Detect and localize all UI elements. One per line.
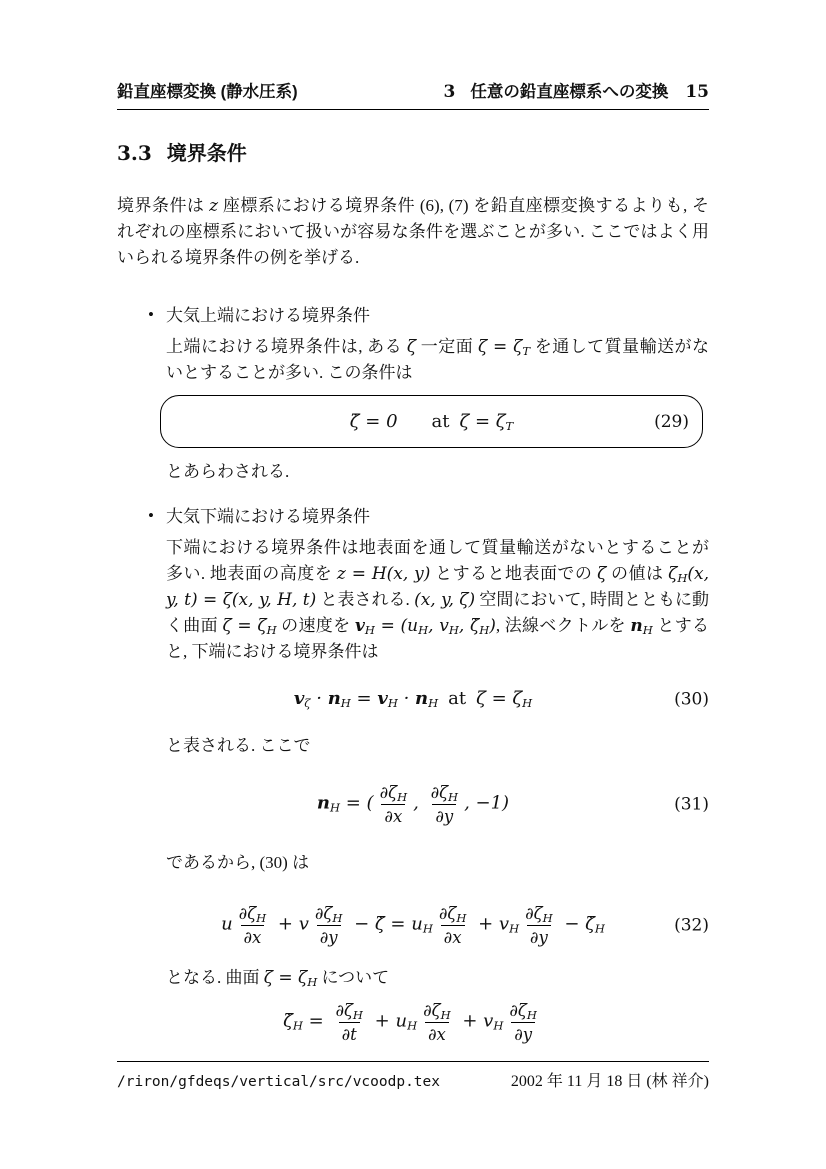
- fraction-numerator: [377, 781, 411, 804]
- math-sub: H: [522, 696, 533, 710]
- paragraph-after-eq30: と表される. ここで: [166, 736, 311, 755]
- math-sub: H: [352, 1008, 363, 1022]
- section-number: 3.3: [117, 141, 152, 165]
- math-run: ζ̇: [283, 1010, 293, 1032]
- math-run: , ζ̇: [458, 616, 480, 636]
- fraction-numerator: [428, 781, 462, 804]
- math-run: ∂x: [243, 928, 262, 947]
- math-run: ∂x: [427, 1025, 446, 1044]
- math-sub: H: [407, 1018, 418, 1033]
- math-run: ζ = ζ: [476, 688, 523, 709]
- fraction-denominator: [441, 925, 465, 949]
- math-run: ∂ζ: [238, 904, 257, 923]
- math-run: ∂ζ: [335, 1001, 353, 1020]
- math-run: ,: [413, 792, 425, 814]
- fraction-denominator: [339, 1022, 360, 1046]
- equation-number: (29): [654, 411, 689, 432]
- math-run: ζ = ζ: [222, 616, 267, 636]
- math-run: ∂x: [443, 928, 462, 947]
- fraction-numerator: [420, 999, 454, 1022]
- math-sub: H: [307, 975, 318, 989]
- text-run: 一定面: [416, 337, 478, 356]
- paragraph-after-eq29: とあらわされる.: [166, 462, 290, 481]
- math-run: ∂x: [384, 807, 403, 826]
- math-run: ∂y: [319, 928, 338, 947]
- math-sub: H: [594, 921, 605, 936]
- text-run: , 法線ベクトルを: [495, 616, 631, 635]
- list-item-title: 大気下端における境界条件: [166, 507, 370, 526]
- fraction-denominator: [381, 804, 405, 828]
- math-run: = (u: [374, 616, 419, 636]
- footer-source-path: /riron/gfdeqs/vertical/src/vcoodp.tex: [117, 1074, 441, 1090]
- fraction-numerator: [312, 902, 346, 925]
- math-sub: H: [418, 623, 429, 637]
- equation-number: (32): [674, 914, 709, 935]
- math-sub: ζ: [304, 696, 311, 710]
- math-sub: H: [456, 911, 467, 925]
- math-run: , v: [428, 616, 449, 636]
- math-run: ∂y: [514, 1025, 533, 1044]
- math-run: + v: [472, 913, 510, 935]
- header-section-number: 3: [443, 82, 456, 102]
- header-right: [443, 82, 709, 102]
- fraction-numerator: [506, 999, 540, 1022]
- math-sub: H: [428, 696, 439, 710]
- math-sub: T: [522, 344, 531, 358]
- math-run: ∂ζ: [525, 904, 543, 923]
- math-run: + v: [456, 1010, 494, 1032]
- fraction-denominator: [425, 1022, 449, 1046]
- math-vector: n: [415, 688, 429, 709]
- math-sub: H: [509, 921, 520, 936]
- math-run: ∂ζ: [314, 904, 333, 923]
- fraction-denominator: [527, 925, 551, 949]
- fraction-numerator: [332, 999, 366, 1022]
- section-heading: [117, 141, 709, 166]
- section-title: 境界条件: [166, 143, 247, 165]
- equation-32: [117, 902, 709, 949]
- math-run: ∂y: [529, 928, 548, 947]
- footer-date: 2002 年 11 月 18 日 (林 祥介): [510, 1073, 709, 1090]
- math-sub: H: [332, 911, 343, 925]
- math-sub: H: [440, 1008, 451, 1022]
- math-run: − ζ̇: [558, 913, 595, 935]
- fraction-denominator: [432, 804, 456, 828]
- page-footer: [117, 1061, 709, 1095]
- math-run: =: [350, 688, 378, 709]
- math-run: − ζ̇ = u: [348, 913, 423, 935]
- math-run: ζ: [668, 564, 678, 584]
- math-sub: H: [526, 1008, 537, 1022]
- page-content: [117, 0, 709, 1046]
- fraction-numerator: [236, 902, 270, 925]
- math-run: u: [221, 913, 233, 935]
- math-vector: v: [354, 616, 365, 636]
- text-run: の値は: [606, 564, 669, 583]
- math-sub: H: [266, 623, 277, 637]
- math-run: z = H(x, y): [336, 564, 431, 584]
- fraction: [236, 902, 270, 949]
- paragraph-after-eq31: であるから, (30) は: [166, 853, 310, 872]
- math-run: ζ = ζ: [477, 337, 523, 357]
- math-run: ∂ζ: [438, 904, 457, 923]
- math-sub: H: [677, 571, 688, 585]
- math-run: + v: [272, 913, 309, 935]
- text-run: とすると, 下端における境界条件は: [166, 616, 709, 661]
- equation-30: [117, 687, 709, 713]
- math-vector: n: [316, 792, 330, 814]
- list-item-body: [166, 535, 709, 665]
- text-run: 下端における境界条件は地表面を通して質量輸送がないとすることが多い. 地表面の高度を: [166, 538, 709, 583]
- header-left-title: 鉛直座標変換 (静水圧系): [117, 83, 298, 101]
- math-sub: H: [448, 790, 459, 804]
- math-vector: n: [327, 688, 341, 709]
- math-run: (x, y, ζ): [414, 590, 476, 610]
- text-run: 境界条件は: [117, 196, 210, 215]
- text-run: を通して質量輸送がないとすることが多い. この条件は: [166, 337, 710, 382]
- math-run: ∂ζ: [430, 783, 449, 802]
- header-section-title: 任意の鉛直座標系への変換: [470, 83, 669, 101]
- text-run: 空間において, 時間とともに動く曲面: [166, 590, 710, 635]
- math-run: + u: [368, 1010, 408, 1032]
- math-sub: H: [493, 1018, 504, 1033]
- fraction: [506, 999, 540, 1046]
- math-sub: H: [364, 623, 375, 637]
- math-run: ∂ζ: [509, 1001, 527, 1020]
- fraction: [428, 781, 462, 828]
- math-sub: H: [387, 696, 398, 710]
- math-sub: H: [397, 790, 408, 804]
- equation-number: (31): [674, 793, 709, 814]
- equation-number: (30): [674, 689, 709, 710]
- intro-paragraph: [117, 193, 709, 271]
- math-sub: H: [422, 921, 433, 936]
- math-run: ): [489, 616, 496, 636]
- math-run: z: [209, 196, 219, 216]
- fraction-denominator: [511, 1022, 535, 1046]
- math-run: =: [302, 1010, 330, 1032]
- fraction: [332, 999, 366, 1046]
- math-sub: H: [330, 800, 341, 815]
- math-sub: H: [256, 911, 267, 925]
- text-run: 上端における境界条件は, ある: [166, 337, 407, 356]
- fraction: [312, 902, 346, 949]
- math-run: ζ: [406, 337, 417, 357]
- bullet-icon: •: [148, 506, 154, 525]
- list-item-body: [166, 334, 709, 386]
- math-run: ζ = ζ: [263, 968, 308, 988]
- text-run: 座標系における境界条件 (6), (7) を鉛直座標変換するよりも, それぞれの座標系において扱いが容易な条件を選ぶことが多い. ここではよく用いられる境界条件の例を挙げる.: [117, 196, 709, 267]
- bullet-icon: •: [148, 305, 154, 324]
- math-run: ∂y: [435, 807, 454, 826]
- math-run: ζ = ζ: [459, 411, 506, 432]
- fraction-numerator: [522, 902, 556, 925]
- list-item-bottom-boundary: [117, 504, 709, 665]
- fraction-denominator: [241, 925, 265, 949]
- page-number: 15: [685, 82, 709, 102]
- fraction: [377, 781, 411, 828]
- fraction: [522, 902, 556, 949]
- text-run: について: [317, 968, 390, 987]
- math-run: at: [431, 411, 450, 432]
- math-sub: H: [642, 623, 653, 637]
- math-run: , −1): [464, 792, 510, 814]
- math-sub: H: [340, 696, 351, 710]
- fraction: [436, 902, 470, 949]
- page-header: [117, 82, 709, 110]
- math-run: ·: [397, 688, 416, 709]
- text-run: と表される.: [316, 590, 415, 609]
- math-run: ·: [310, 688, 328, 709]
- list-item-title: 大気上端における境界条件: [166, 306, 370, 325]
- math-vector: v: [377, 688, 388, 709]
- math-run: ∂ζ: [379, 783, 398, 802]
- text-run: とすると地表面での: [430, 564, 598, 583]
- equation-unnumbered: [117, 999, 709, 1046]
- math-sub: H: [292, 1018, 303, 1033]
- text-run: となる. 曲面: [166, 968, 264, 987]
- math-run: ζ̇ = 0: [349, 411, 398, 432]
- equation-29-box: [160, 395, 703, 448]
- math-run: (x, y, t) = ζ(x, y, H, t): [166, 564, 710, 610]
- fraction-numerator: [436, 902, 470, 925]
- text-run: の速度を: [276, 616, 355, 635]
- math-sub: T: [505, 419, 514, 433]
- math-sub: H: [479, 623, 490, 637]
- math-run: = (: [340, 792, 374, 814]
- math-run: at: [448, 688, 467, 709]
- paragraph-after-eq32: [117, 965, 709, 991]
- equation-31: [117, 781, 709, 828]
- fraction-denominator: [317, 925, 341, 949]
- math-vector: n: [630, 616, 643, 636]
- math-vector: v: [293, 688, 305, 709]
- math-run: ∂t: [341, 1025, 357, 1044]
- equation-29: [350, 410, 513, 433]
- fraction: [420, 999, 454, 1046]
- math-run: ζ: [597, 564, 607, 584]
- math-run: ∂ζ: [423, 1001, 441, 1020]
- math-sub: H: [542, 911, 553, 925]
- list-item-top-boundary: [117, 303, 709, 386]
- math-sub: H: [448, 623, 459, 637]
